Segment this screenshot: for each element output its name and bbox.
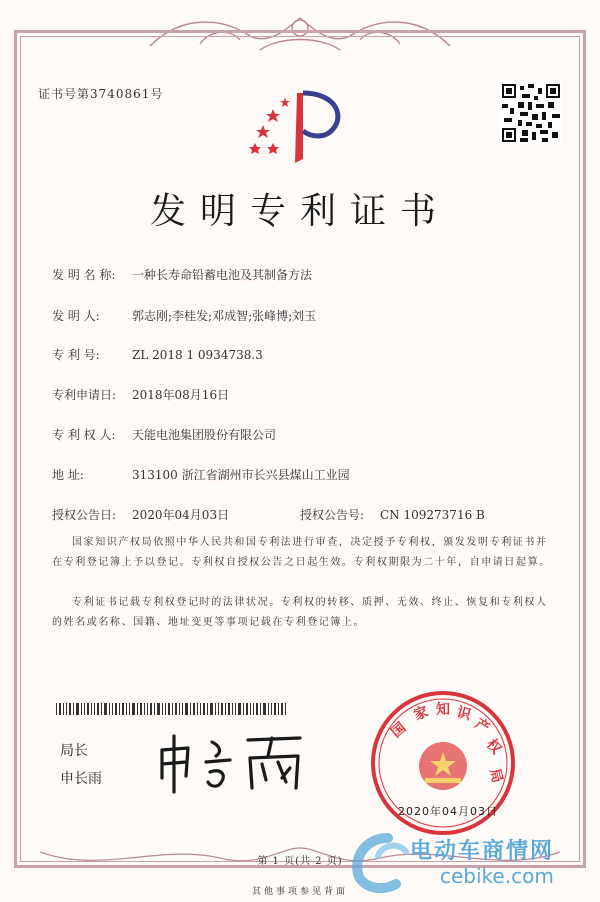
director-title: 局长 [60, 743, 88, 759]
seal-date: 2020年04月03日 [398, 805, 498, 818]
barcode-icon [56, 703, 286, 715]
paragraph-legal-status: 专利证书记载专利权登记时的法律状况。专利权的转移、质押、无效、终止、恢复和专利权人的姓名或名称、国籍、地址变更等事项记载在专利登记簿上。 [52, 597, 548, 628]
field-patent-number [52, 346, 263, 363]
director-name: 申长雨 [60, 771, 102, 787]
watermark-text-en: cebike.com [440, 864, 554, 888]
certificate-number: 证书号第3740861号 [38, 87, 164, 101]
svg-text:家: 家 [411, 703, 431, 724]
svg-text:识: 识 [454, 704, 473, 724]
field-label: 授权公告号: [300, 508, 365, 522]
field-value: 一种长寿命铅蓄电池及其制备方法 [132, 268, 313, 282]
svg-text:知: 知 [436, 702, 450, 718]
field-label: 地 址: [52, 468, 84, 482]
watermark-text-cn: 电动车商情网 [410, 839, 555, 864]
field-inventors [52, 307, 316, 324]
field-announcement-number [300, 506, 485, 523]
svg-text:产: 产 [471, 715, 493, 737]
footer-note: 其他事项参见背面 [251, 887, 348, 897]
field-label: 授权公告日: [52, 508, 117, 522]
field-label: 发 明 名 称: [52, 268, 116, 282]
paragraph-grant-statement: 国家知识产权局依照中华人民共和国专利法进行审查，决定授予专利权，颁发发明专利证书并在专利登记簿上予以登记。专利权自授权公告之日起生效。专利权期限为二十年，自申请日起算。 [52, 537, 551, 568]
field-value: 郭志刚;李桂发;邓成智;张峰博;刘玉 [132, 309, 317, 323]
field-address [52, 466, 350, 483]
page-number: 第 1 页(共 2 页) [257, 856, 343, 867]
field-label: 专 利 权 人: [52, 428, 116, 442]
field-value: CN 109273716 B [380, 508, 485, 522]
certificate-title: 发明专利证书 [149, 191, 450, 232]
svg-text:权: 权 [482, 736, 505, 758]
field-label: 发 明 人: [52, 309, 100, 323]
svg-text:国: 国 [388, 719, 410, 742]
field-application-date [52, 386, 229, 403]
field-label: 专 利 号: [52, 348, 100, 362]
field-value: ZL 2018 1 0934738.3 [132, 348, 263, 362]
field-value: 天能电池集团股份有限公司 [132, 428, 277, 442]
field-invention-name [52, 266, 312, 283]
field-grant-date [52, 506, 229, 523]
field-patentee [52, 426, 276, 443]
patent-office-emblem-icon [245, 85, 355, 165]
field-value: 313100 浙江省湖州市长兴县煤山工业园 [132, 468, 350, 482]
director-signature [150, 728, 320, 798]
svg-text:局: 局 [486, 766, 506, 785]
qr-code-icon [500, 82, 562, 144]
field-label: 专利申请日: [52, 388, 117, 402]
field-value: 2020年04月03日 [132, 508, 230, 522]
field-value: 2018年08月16日 [132, 388, 230, 402]
